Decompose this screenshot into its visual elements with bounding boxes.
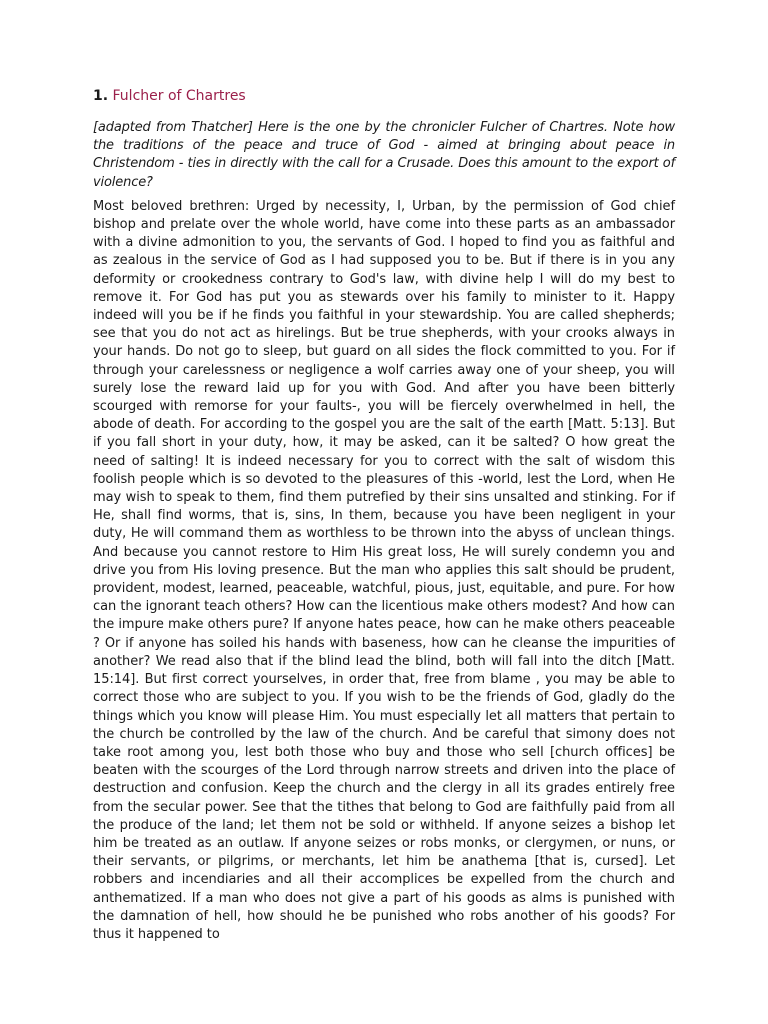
document-page (93, 86, 675, 944)
section-number: 1. (93, 88, 109, 104)
section-title-link[interactable]: Fulcher of Chartres (112, 88, 246, 104)
body-paragraph: Most beloved brethren: Urged by necessity, I, Urban, by the permission of God chief bishop and prelate over the whole world, have come into these parts as an ambassador with a divine admonition to you, the servants of God. I hoped to find you as faithful and as zealous in the service of God as I had supposed you to be. But if there is in you any deformity or crookedness contrary to God's law, with divine help I will do my best to remove it. For God has put you as stewards over his family to minister to it. Happy indeed will you be if he finds you faithful in your stewardship. You are called shepherds; see that you do not act as hirelings. But be true shepherds, with your crooks always in your hands. Do not go to sleep, but guard on all sides the flock committed to you. For if through your carelessness or negligence a wolf carries away one of your sheep, you will surely lose the reward laid up for you with God. And after you have been bitterly scourged with remorse for your faults-, you will be fiercely overwhelmed in hell, the abode of death. For according to the gospel you are the salt of the earth [Matt. 5:13]. But if you fall short in your duty, how, it may be asked, can it be salted? O how great the need of salting! It is indeed necessary for you to correct with the salt of wisdom this foolish people which is so devoted to the pleasures of this -world, lest the Lord, when He may wish to speak to them, find them putrefied by their sins unsalted and stinking. For if He, shall find worms, that is, sins, In them, because you have been negligent in your duty, He will command them as worthless to be thrown into the abyss of unclean things. And because you cannot restore to Him His great loss, He will surely condemn you and drive you from His loving presence. But the man who applies this salt should be prudent, provident, modest, learned, peaceable, watchful, pious, just, equitable, and pure. For how can the ignorant teach others? How can the licentious make others modest? And how can the impure make others pure? If anyone hates peace, how can he make others peaceable ? Or if anyone has soiled his hands with baseness, how can he cleanse the impurities of another? We read also that if the blind lead the blind, both will fall into the ditch [Matt. 15:14]. But first correct yourselves, in order that, free from blame , you may be able to correct those who are subject to you. If you wish to be the friends of God, gladly do the things which you know will please Him. You must especially let all matters that pertain to the church be controlled by the law of the church. And be careful that simony does not take root among you, lest both those who buy and those who sell [church offices] be beaten with the scourges of the Lord through narrow streets and driven into the place of destruction and confusion. Keep the church and the clergy in all its grades entirely free from the secular power. See that the tithes that belong to God are faithfully paid from all the produce of the land; let them not be sold or withheld. If anyone seizes a bishop let him be treated as an outlaw. If anyone seizes or robs monks, or clergymen, or nuns, or their servants, or pilgrims, or merchants, let him be anathema [that is, cursed]. Let robbers and incendiaries and all their accomplices be expelled from the church and anthematized. If a man who does not give a part of his goods as alms is punished with the damnation of hell, how should he be punished who robs another of his goods? For thus it happened to (93, 198, 675, 942)
section-heading (93, 86, 675, 106)
intro-paragraph: [adapted from Thatcher] Here is the one by the chronicler Fulcher of Chartres. Note how the traditions of the peace and truce of God - aimed at bringing about peace in Christendom - ties in directly with the call for a Crusade. Does this amount to the export of violence? (93, 120, 675, 190)
